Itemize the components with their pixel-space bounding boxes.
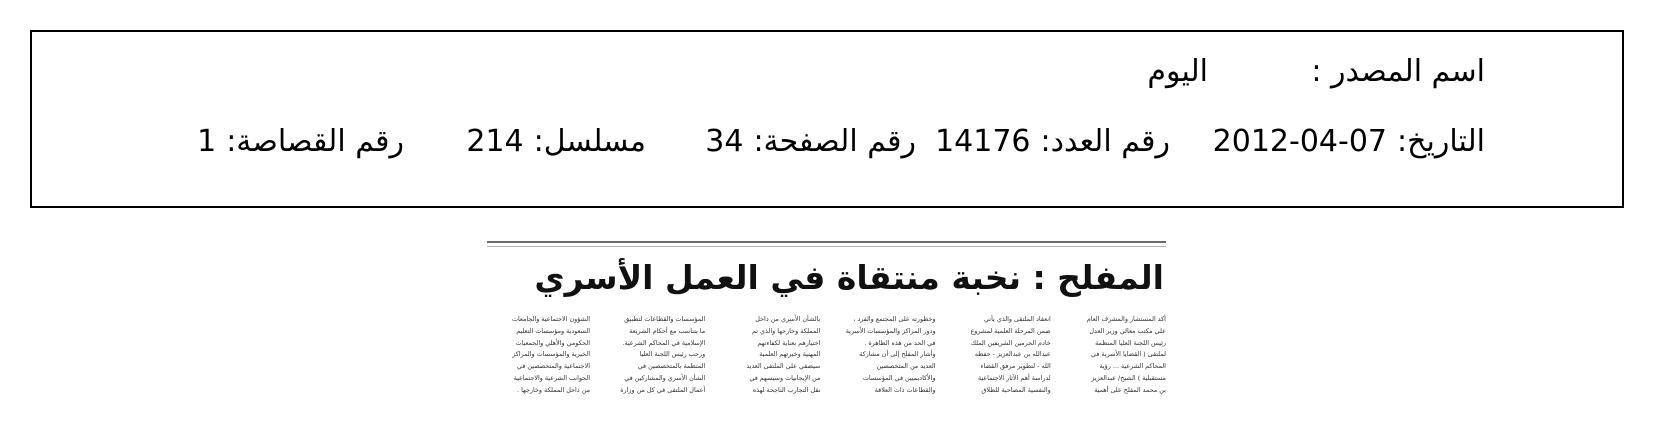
date-field [1212, 124, 1485, 159]
text-line: المملكة وخارجها والذي تم [751, 326, 821, 335]
text-line: الجوانب الشرعية والاجتماعية [513, 373, 590, 382]
article-column [717, 314, 820, 428]
text-line: لملتقى ( القضايا الأسرية في [1091, 350, 1166, 359]
text-line: الحكومي والأهلي والجمعيات [515, 338, 590, 347]
article-column [487, 314, 590, 428]
clip-number-field [197, 124, 404, 159]
text-line: انعقاد الملتقى والذي يأتي [983, 315, 1051, 323]
text-line: سيضفي على الملتقى العديد [746, 362, 821, 371]
article-column [833, 314, 936, 428]
text-line: من داخل المملكة وخارجها . [517, 385, 590, 394]
source-value: اليوم [1147, 54, 1208, 89]
article-column [948, 314, 1051, 428]
issue-label: رقم العدد: [1040, 124, 1170, 159]
text-line: الشأن الأسري والمشاركين في [624, 373, 706, 382]
text-line: بن محمد المفلح على أهمية [1094, 385, 1166, 394]
source-value-field [1147, 54, 1208, 89]
article-body [487, 314, 1166, 428]
article-column [1063, 314, 1166, 428]
text-line: الله - لتطوير مرفق القضاء [980, 362, 1051, 371]
headline-rule [487, 241, 1166, 243]
text-line: ما يتناسب مع أحكام الشريعة [629, 326, 706, 335]
serial-value: 214 [466, 124, 524, 159]
date-value: 2012-04-07 [1212, 124, 1388, 159]
text-line: والقطاعات ذات العلاقة [874, 385, 936, 394]
text-line: في الحد من هذه الظاهرة . [864, 338, 936, 347]
clipping-info-box [30, 30, 1624, 208]
clip-number-label: رقم القصاصة: [226, 124, 404, 159]
source-field [1311, 54, 1485, 89]
text-line: ورحب رئيس اللجنة العليا [639, 350, 706, 359]
text-line: والأكاديميين في المؤسسات [862, 373, 936, 382]
text-line: السعودية ومؤسسات التعليم [516, 326, 590, 335]
text-line: المنظمة بالمتخصصين في [637, 362, 706, 371]
page-field [705, 124, 916, 159]
text-line: ودور المراكز والمؤسسات الأسرية [845, 326, 936, 335]
text-line: الاجتماعية والمتخصصين في [517, 362, 590, 371]
page-label: رقم الصفحة: [753, 124, 916, 159]
text-line: نقل التجارب الناجحة لهذه [752, 385, 821, 394]
text-line: والنفسية المصاحبة للطلاق [981, 385, 1051, 394]
text-line: المؤسسات والقطاعات لتطبيق [624, 315, 706, 323]
clip-number-value: 1 [197, 124, 217, 159]
serial-label: مسلسل: [533, 124, 646, 159]
text-line: على مكتب معالي وزير العدل [1089, 326, 1166, 335]
text-line: رئيس اللجنة العليا المنظمة [1095, 338, 1166, 347]
newspaper-clipping [487, 238, 1166, 428]
text-line: عبدالله بن عبدالعزيز - حفظه [974, 350, 1051, 359]
text-line: لدراسة أهم الآثار الاجتماعية [977, 373, 1051, 382]
text-line: أكد المستشار والمشرف العام [1086, 315, 1166, 323]
text-line: بالشأن الأسري من داخل [755, 315, 821, 323]
text-line: المحاكم الشرعية ... رؤية [1099, 362, 1166, 371]
text-line: وأشار المفلح إلى أن مشاركة [859, 350, 936, 359]
text-line: أعمال الملتقى في كل من وزارة [620, 385, 706, 394]
text-line: اختيارهم بعناية لكفاءتهم [757, 338, 821, 347]
date-label: التاريخ: [1397, 124, 1485, 159]
text-line: وخطورته على المجتمع والفرد ، [853, 315, 936, 323]
article-column [602, 314, 705, 428]
issue-field [935, 124, 1170, 159]
text-line: خادم الحرمين الشريفين الملك [970, 338, 1051, 347]
page-value: 34 [705, 124, 744, 159]
text-line: الشؤون الاجتماعية والجامعات [511, 315, 590, 323]
text-line: العديد من المتخصصين [876, 362, 936, 371]
text-line: مستقبلية ) الشيخ/ عبدالعزيز [1091, 373, 1166, 382]
text-line: الإسلامية في المحاكم الشرعية. [622, 338, 706, 347]
text-line: المهنية وخبرتهم العلمية [759, 350, 821, 359]
text-line: ضمن المرحلة العلمية لمشروع [970, 326, 1051, 335]
text-line: الخيرية والمؤسسات والمراكز [512, 350, 590, 359]
headline-rule-thin [487, 246, 1166, 247]
issue-value: 14176 [935, 124, 1031, 159]
article-headline: المفلح : نخبة منتقاة في العمل الأسري [534, 258, 1164, 297]
source-label: اسم المصدر : [1311, 54, 1485, 89]
serial-field [466, 124, 646, 159]
text-line: من الإيجابيات وسيسهم في [749, 373, 821, 382]
